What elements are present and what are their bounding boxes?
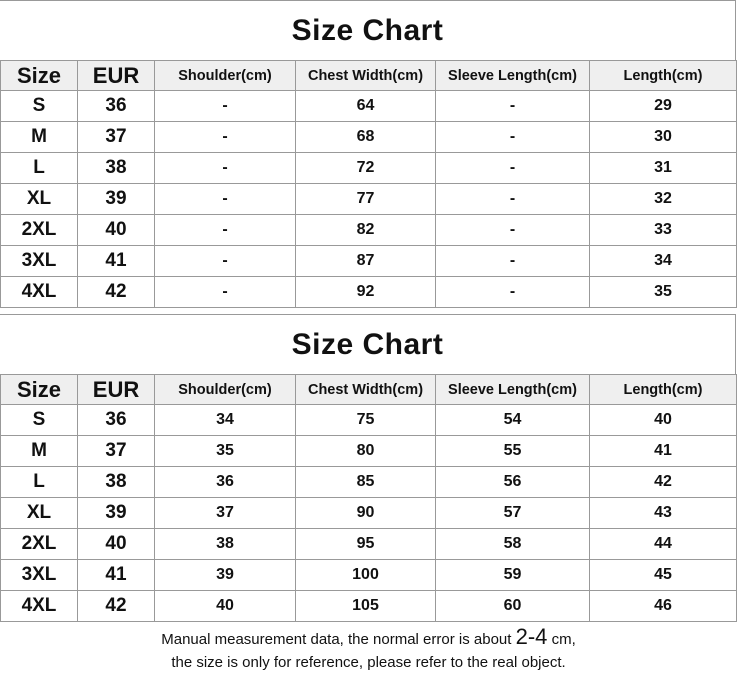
measurement-cell: 92 — [296, 277, 436, 308]
table-row — [1, 467, 737, 498]
measurement-cell: 105 — [296, 591, 436, 622]
measurement-cell: 60 — [436, 591, 590, 622]
measurement-cell: 64 — [296, 91, 436, 122]
eur-cell: 37 — [78, 436, 155, 467]
eur-cell: 38 — [78, 153, 155, 184]
error-range: 2-4 — [515, 624, 548, 649]
size-cell: 3XL — [1, 560, 78, 591]
measurement-cell: 46 — [590, 591, 737, 622]
size-cell: 2XL — [1, 215, 78, 246]
note-line-1-unit: cm, — [547, 631, 576, 648]
size-cell: L — [1, 153, 78, 184]
measurement-cell: 72 — [296, 153, 436, 184]
measurement-cell: 39 — [155, 560, 296, 591]
table-header-row — [1, 375, 737, 405]
column-header: Shoulder(cm) — [155, 61, 296, 91]
measurement-cell: 85 — [296, 467, 436, 498]
measurement-cell: 42 — [590, 467, 737, 498]
measurement-cell: 55 — [436, 436, 590, 467]
size-chart-1-title-box — [0, 0, 736, 60]
measurement-cell: 80 — [296, 436, 436, 467]
measurement-cell: 36 — [155, 467, 296, 498]
measurement-cell: 100 — [296, 560, 436, 591]
table-row — [1, 277, 737, 308]
eur-cell: 41 — [78, 560, 155, 591]
measurement-cell: 56 — [436, 467, 590, 498]
eur-cell: 37 — [78, 122, 155, 153]
measurement-cell: - — [436, 153, 590, 184]
measurement-cell: - — [155, 153, 296, 184]
table-row — [1, 405, 737, 436]
measurement-cell: 33 — [590, 215, 737, 246]
measurement-cell: - — [155, 91, 296, 122]
size-cell: M — [1, 122, 78, 153]
measurement-cell: 40 — [590, 405, 737, 436]
column-header: Length(cm) — [590, 61, 737, 91]
measurement-cell: 57 — [436, 498, 590, 529]
note-line-1 — [0, 625, 737, 651]
measurement-cell: - — [155, 184, 296, 215]
eur-cell: 42 — [78, 591, 155, 622]
column-header: EUR — [78, 375, 155, 405]
measurement-cell: 54 — [436, 405, 590, 436]
measurement-cell: - — [436, 277, 590, 308]
measurement-cell: 34 — [155, 405, 296, 436]
measurement-cell: 68 — [296, 122, 436, 153]
measurement-cell: - — [436, 91, 590, 122]
size-cell: 4XL — [1, 591, 78, 622]
measurement-cell: - — [155, 122, 296, 153]
eur-cell: 38 — [78, 467, 155, 498]
table-row — [1, 498, 737, 529]
measurement-cell: 59 — [436, 560, 590, 591]
measurement-cell: 37 — [155, 498, 296, 529]
measurement-cell: 35 — [155, 436, 296, 467]
measurement-cell: 38 — [155, 529, 296, 560]
measurement-cell: 58 — [436, 529, 590, 560]
measurement-cell: - — [436, 122, 590, 153]
table-row — [1, 215, 737, 246]
measurement-cell: 30 — [590, 122, 737, 153]
measurement-cell: 43 — [590, 498, 737, 529]
eur-cell: 40 — [78, 529, 155, 560]
measurement-cell: 44 — [590, 529, 737, 560]
table-row — [1, 591, 737, 622]
measurement-cell: 40 — [155, 591, 296, 622]
measurement-cell: 77 — [296, 184, 436, 215]
table-row — [1, 122, 737, 153]
column-header: Sleeve Length(cm) — [436, 61, 590, 91]
column-header: EUR — [78, 61, 155, 91]
size-chart-2-table — [0, 374, 737, 622]
measurement-cell: - — [436, 215, 590, 246]
measurement-cell: 41 — [590, 436, 737, 467]
eur-cell: 41 — [78, 246, 155, 277]
column-header: Shoulder(cm) — [155, 375, 296, 405]
size-cell: 4XL — [1, 277, 78, 308]
measurement-cell: 32 — [590, 184, 737, 215]
measurement-cell: 95 — [296, 529, 436, 560]
table-row — [1, 560, 737, 591]
measurement-cell: 31 — [590, 153, 737, 184]
measurement-cell: 45 — [590, 560, 737, 591]
measurement-cell: - — [436, 184, 590, 215]
measurement-cell: 87 — [296, 246, 436, 277]
table-row — [1, 91, 737, 122]
measurement-cell: 90 — [296, 498, 436, 529]
column-header: Chest Width(cm) — [296, 375, 436, 405]
measurement-cell: 82 — [296, 215, 436, 246]
column-header: Chest Width(cm) — [296, 61, 436, 91]
column-header: Size — [1, 61, 78, 91]
measurement-cell: 29 — [590, 91, 737, 122]
table-row — [1, 529, 737, 560]
size-cell: S — [1, 91, 78, 122]
eur-cell: 40 — [78, 215, 155, 246]
note-line-1-text: Manual measurement data, the normal error is about — [161, 631, 516, 648]
measurement-cell: - — [155, 246, 296, 277]
column-header: Length(cm) — [590, 375, 737, 405]
measurement-cell: - — [155, 277, 296, 308]
table-header-row — [1, 61, 737, 91]
size-cell: S — [1, 405, 78, 436]
size-cell: 2XL — [1, 529, 78, 560]
measurement-cell: 75 — [296, 405, 436, 436]
table-row — [1, 246, 737, 277]
size-chart-1-table — [0, 60, 737, 308]
table-row — [1, 184, 737, 215]
measurement-note — [0, 625, 737, 674]
table-row — [1, 153, 737, 184]
column-header: Sleeve Length(cm) — [436, 375, 590, 405]
size-cell: XL — [1, 184, 78, 215]
measurement-cell: 35 — [590, 277, 737, 308]
eur-cell: 39 — [78, 498, 155, 529]
eur-cell: 42 — [78, 277, 155, 308]
note-line-2: the size is only for reference, please refer to the real object. — [171, 654, 566, 671]
size-cell: M — [1, 436, 78, 467]
measurement-cell: - — [155, 215, 296, 246]
measurement-cell: - — [436, 246, 590, 277]
size-cell: L — [1, 467, 78, 498]
eur-cell: 36 — [78, 405, 155, 436]
size-chart-1-title: Size Chart — [291, 13, 444, 47]
table-row — [1, 436, 737, 467]
size-chart-2-title-box — [0, 314, 736, 374]
size-chart-2-title: Size Chart — [291, 327, 444, 361]
size-cell: XL — [1, 498, 78, 529]
measurement-cell: 34 — [590, 246, 737, 277]
eur-cell: 39 — [78, 184, 155, 215]
size-cell: 3XL — [1, 246, 78, 277]
column-header: Size — [1, 375, 78, 405]
eur-cell: 36 — [78, 91, 155, 122]
